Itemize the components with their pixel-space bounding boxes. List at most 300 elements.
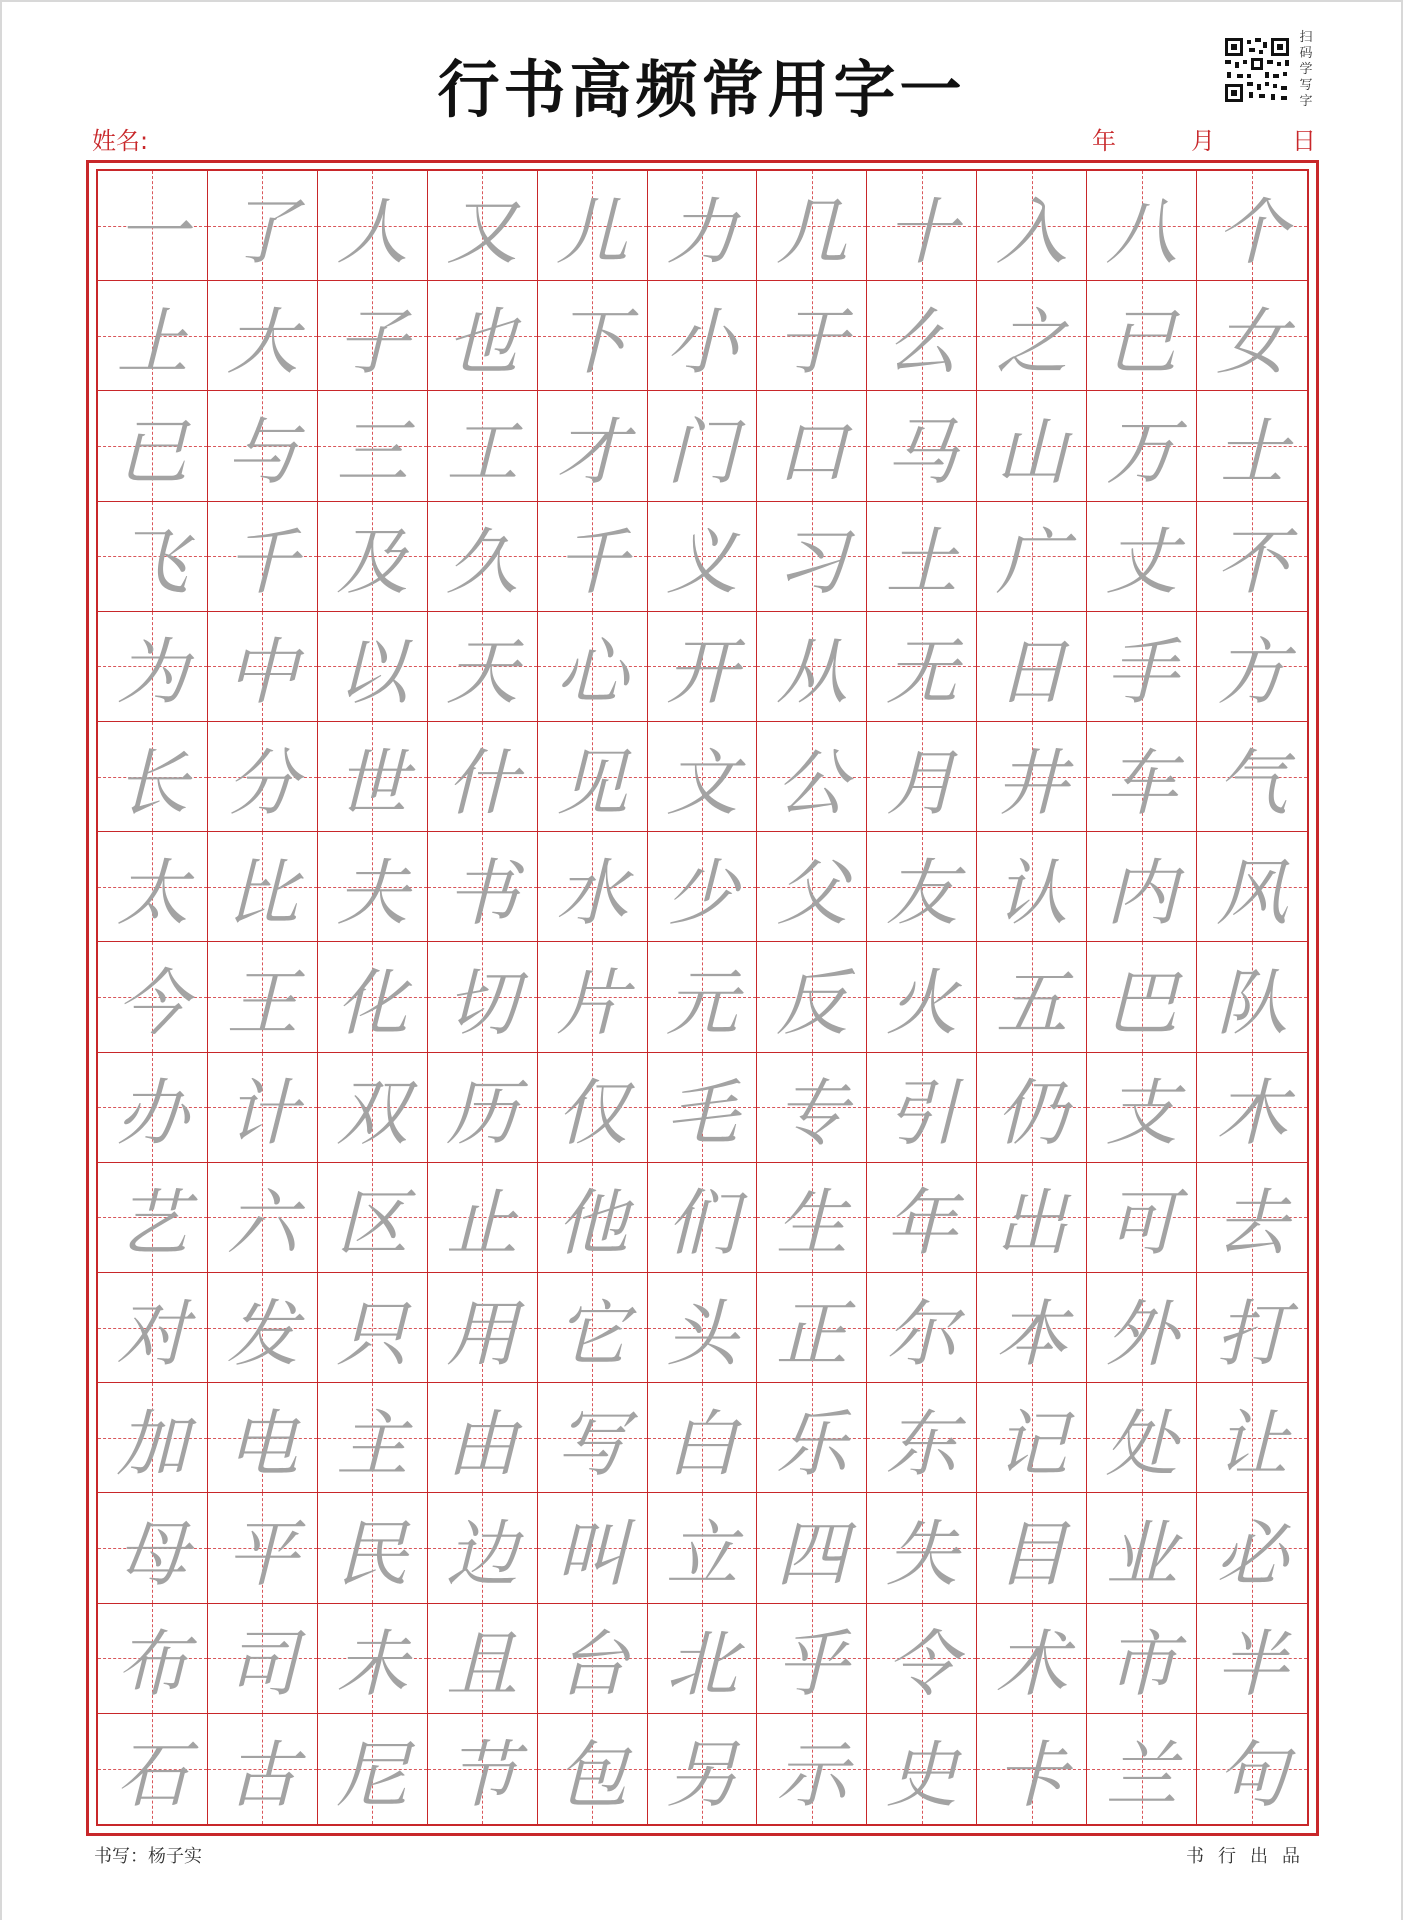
practice-cell (428, 281, 538, 391)
tracing-character: 入 (995, 189, 1068, 274)
tracing-character: 比 (226, 850, 299, 935)
practice-cell (428, 612, 538, 722)
tracing-character: 电 (226, 1401, 299, 1486)
tracing-character: 木 (1216, 1071, 1289, 1156)
tracing-character: 乎 (775, 1622, 848, 1707)
tracing-character: 叫 (556, 1511, 629, 1596)
practice-cell (98, 502, 208, 612)
practice-cell (757, 391, 867, 501)
practice-cell (318, 1604, 428, 1714)
tracing-character: 文 (665, 740, 738, 825)
tracing-character: 八 (1105, 189, 1178, 274)
tracing-character: 打 (1216, 1291, 1289, 1376)
tracing-character: 十 (885, 189, 958, 274)
tracing-character: 反 (775, 960, 848, 1045)
practice-cell (318, 1493, 428, 1603)
tracing-character: 中 (226, 630, 299, 715)
practice-cell (538, 1714, 648, 1824)
tracing-character: 化 (336, 960, 409, 1045)
practice-cell (977, 832, 1087, 942)
practice-cell (98, 1163, 208, 1273)
practice-cell (867, 1273, 977, 1383)
tracing-character: 日 (995, 630, 1068, 715)
tracing-character: 立 (665, 1511, 738, 1596)
tracing-character: 车 (1105, 740, 1178, 825)
practice-cell (98, 1493, 208, 1603)
tracing-character: 平 (226, 1511, 299, 1596)
practice-cell (1087, 832, 1197, 942)
tracing-character: 乐 (775, 1401, 848, 1486)
tracing-character: 万 (1105, 409, 1178, 494)
tracing-character: 用 (446, 1291, 519, 1376)
tracing-character: 去 (1216, 1181, 1289, 1266)
practice-cell (977, 1604, 1087, 1714)
practice-cell (867, 171, 977, 281)
tracing-character: 白 (665, 1401, 738, 1486)
practice-cell (977, 1053, 1087, 1163)
practice-cell (1087, 281, 1197, 391)
tracing-character: 边 (446, 1511, 519, 1596)
tracing-character: 为 (116, 630, 189, 715)
tracing-character: 石 (116, 1732, 189, 1817)
tracing-character: 门 (665, 409, 738, 494)
tracing-character: 术 (995, 1622, 1068, 1707)
page-title: 行书高频常用字一 (437, 53, 966, 126)
tracing-character: 了 (226, 189, 299, 274)
tracing-character: 又 (446, 189, 519, 274)
tracing-character: 飞 (116, 520, 189, 605)
tracing-character: 它 (556, 1291, 629, 1376)
practice-cell (867, 1163, 977, 1273)
practice-cell (1197, 502, 1307, 612)
practice-cell (1197, 281, 1307, 391)
practice-cell (428, 391, 538, 501)
tracing-character: 古 (226, 1732, 299, 1817)
practice-cell (98, 942, 208, 1052)
practice-cell (318, 171, 428, 281)
practice-cell (428, 1493, 538, 1603)
tracing-character: 子 (336, 299, 409, 384)
tracing-character: 六 (226, 1181, 299, 1266)
practice-cell (648, 281, 758, 391)
practice-cell (208, 942, 318, 1052)
practice-cell (98, 832, 208, 942)
practice-cell (538, 832, 648, 942)
practice-cell (1087, 1053, 1197, 1163)
practice-cell (757, 1604, 867, 1714)
tracing-character: 水 (556, 850, 629, 935)
tracing-character: 么 (885, 299, 958, 384)
tracing-character: 出 (995, 1181, 1068, 1266)
practice-cell (1197, 391, 1307, 501)
practice-cell (757, 1383, 867, 1493)
practice-cell (867, 612, 977, 722)
practice-cell (428, 1383, 538, 1493)
tracing-character: 之 (995, 299, 1068, 384)
practice-cell (538, 281, 648, 391)
practice-cell (208, 1163, 318, 1273)
practice-cell (757, 942, 867, 1052)
tracing-character: 内 (1105, 850, 1178, 935)
tracing-character: 久 (446, 520, 519, 605)
practice-cell (98, 722, 208, 832)
tracing-character: 母 (116, 1511, 189, 1596)
practice-cell (757, 281, 867, 391)
name-label: 姓名: (92, 127, 149, 155)
tracing-character: 月 (885, 740, 958, 825)
practice-cell (208, 722, 318, 832)
tracing-character: 士 (1216, 409, 1289, 494)
practice-cell (428, 942, 538, 1052)
practice-cell (757, 1714, 867, 1824)
tracing-character: 下 (556, 299, 629, 384)
practice-cell (977, 391, 1087, 501)
practice-cell (538, 391, 648, 501)
practice-cell (208, 1053, 318, 1163)
tracing-character: 引 (885, 1071, 958, 1156)
tracing-character: 正 (775, 1291, 848, 1376)
practice-cell (1087, 722, 1197, 832)
writer-credit: 书写：杨子实 (94, 1846, 202, 1867)
practice-cell (1197, 1273, 1307, 1383)
qr-caption: 扫码学写字 (1299, 30, 1313, 109)
practice-cell (538, 1273, 648, 1383)
tracing-character: 止 (446, 1181, 519, 1266)
tracing-character: 井 (995, 740, 1068, 825)
tracing-character: 令 (885, 1622, 958, 1707)
practice-cell (867, 391, 977, 501)
practice-cell (648, 942, 758, 1052)
practice-cell (1197, 1383, 1307, 1493)
tracing-character: 必 (1216, 1511, 1289, 1596)
tracing-character: 于 (775, 299, 848, 384)
tracing-character: 史 (885, 1732, 958, 1817)
tracing-character: 且 (446, 1622, 519, 1707)
tracing-character: 工 (446, 409, 519, 494)
practice-cell (867, 1714, 977, 1824)
practice-cell (208, 1493, 318, 1603)
practice-cell (648, 1273, 758, 1383)
tracing-character: 女 (1216, 299, 1289, 384)
practice-cell (428, 1714, 538, 1824)
tracing-character: 书 (446, 850, 519, 935)
practice-cell (98, 171, 208, 281)
practice-cell (538, 942, 648, 1052)
tracing-character: 无 (885, 630, 958, 715)
practice-cell (538, 1604, 648, 1714)
practice-cell (867, 1053, 977, 1163)
practice-cell (977, 502, 1087, 612)
practice-cell (1197, 722, 1307, 832)
practice-cell (977, 281, 1087, 391)
tracing-character: 与 (226, 409, 299, 494)
practice-cell (867, 1383, 977, 1493)
tracing-character: 卡 (995, 1732, 1068, 1817)
practice-cell (867, 1493, 977, 1603)
practice-cell (648, 612, 758, 722)
practice-cell (318, 722, 428, 832)
tracing-character: 不 (1216, 520, 1289, 605)
practice-cell (1087, 171, 1197, 281)
tracing-character: 东 (885, 1401, 958, 1486)
practice-cell (1197, 171, 1307, 281)
tracing-character: 加 (116, 1401, 189, 1486)
tracing-character: 历 (446, 1071, 519, 1156)
tracing-character: 民 (336, 1511, 409, 1596)
practice-cell (648, 1493, 758, 1603)
tracing-character: 风 (1216, 850, 1289, 935)
tracing-character: 目 (995, 1511, 1068, 1596)
practice-cell (1197, 612, 1307, 722)
tracing-character: 三 (336, 409, 409, 494)
tracing-character: 失 (885, 1511, 958, 1596)
practice-cell (1197, 832, 1307, 942)
practice-cell (648, 722, 758, 832)
tracing-character: 方 (1216, 630, 1289, 715)
practice-cell (208, 612, 318, 722)
practice-cell (208, 502, 318, 612)
practice-cell (648, 1714, 758, 1824)
tracing-character: 山 (995, 409, 1068, 494)
tracing-character: 双 (336, 1071, 409, 1156)
date-month-label: 月 (1191, 127, 1215, 155)
tracing-character: 支 (1105, 1071, 1178, 1156)
tracing-character: 大 (226, 299, 299, 384)
practice-cell (977, 1493, 1087, 1603)
tracing-character: 已 (116, 409, 189, 494)
date-year-label: 年 (1092, 127, 1116, 155)
practice-cell (98, 1604, 208, 1714)
practice-cell (1197, 1493, 1307, 1603)
date-day-label: 日 (1292, 127, 1316, 155)
practice-cell (757, 1493, 867, 1603)
tracing-character: 以 (336, 630, 409, 715)
tracing-character: 才 (556, 409, 629, 494)
tracing-character: 市 (1105, 1622, 1178, 1707)
practice-cell (1197, 1053, 1307, 1163)
tracing-character: 生 (775, 1181, 848, 1266)
practice-cell (428, 1273, 538, 1383)
tracing-character: 处 (1105, 1401, 1178, 1486)
practice-cell (318, 612, 428, 722)
practice-cell (208, 1383, 318, 1493)
practice-cell (1087, 1604, 1197, 1714)
tracing-character: 专 (775, 1071, 848, 1156)
practice-cell (757, 1273, 867, 1383)
tracing-character: 也 (446, 299, 519, 384)
practice-cell (867, 281, 977, 391)
tracing-character: 台 (556, 1622, 629, 1707)
practice-cell (318, 1714, 428, 1824)
practice-cell (1197, 1714, 1307, 1824)
tracing-character: 土 (885, 520, 958, 605)
tracing-character: 认 (995, 850, 1068, 935)
tracing-character: 习 (775, 520, 848, 605)
tracing-character: 发 (226, 1291, 299, 1376)
practice-cell (977, 1714, 1087, 1824)
tracing-character: 气 (1216, 740, 1289, 825)
page-border-left (0, 0, 2, 1920)
practice-cell (428, 1053, 538, 1163)
tracing-character: 办 (116, 1071, 189, 1156)
tracing-character: 尼 (336, 1732, 409, 1817)
practice-cell (428, 1163, 538, 1273)
tracing-character: 口 (775, 409, 848, 494)
tracing-character: 巴 (1105, 960, 1178, 1045)
practice-cell (648, 391, 758, 501)
tracing-character: 火 (885, 960, 958, 1045)
practice-cell (648, 1053, 758, 1163)
practice-cell (318, 942, 428, 1052)
practice-cell (648, 171, 758, 281)
practice-cell (977, 1273, 1087, 1383)
tracing-character: 太 (116, 850, 189, 935)
tracing-character: 父 (775, 850, 848, 935)
tracing-character: 示 (775, 1732, 848, 1817)
practice-cell (757, 832, 867, 942)
practice-cell (1087, 1383, 1197, 1493)
tracing-character: 什 (446, 740, 519, 825)
practice-cell (208, 1604, 318, 1714)
practice-cell (538, 1383, 648, 1493)
tracing-character: 队 (1216, 960, 1289, 1045)
practice-cell (208, 281, 318, 391)
practice-cell (98, 1383, 208, 1493)
practice-cell (1087, 502, 1197, 612)
tracing-character: 片 (556, 960, 629, 1045)
practice-cell (98, 1273, 208, 1383)
tracing-character: 让 (1216, 1401, 1289, 1486)
practice-cell (538, 1493, 648, 1603)
practice-cell (867, 502, 977, 612)
practice-cell (428, 502, 538, 612)
practice-cell (318, 1163, 428, 1273)
tracing-character: 今 (116, 960, 189, 1045)
tracing-character: 区 (336, 1181, 409, 1266)
tracing-character: 广 (995, 520, 1068, 605)
practice-cell (318, 502, 428, 612)
tracing-character: 切 (446, 960, 519, 1045)
tracing-character: 业 (1105, 1511, 1178, 1596)
tracing-character: 千 (556, 520, 629, 605)
practice-cell (98, 1714, 208, 1824)
practice-cell (1087, 1493, 1197, 1603)
tracing-character: 开 (665, 630, 738, 715)
tracing-character: 世 (336, 740, 409, 825)
tracing-character: 年 (885, 1181, 958, 1266)
tracing-character: 本 (995, 1291, 1068, 1376)
practice-cell (1087, 942, 1197, 1052)
tracing-character: 头 (665, 1291, 738, 1376)
tracing-character: 他 (556, 1181, 629, 1266)
tracing-character: 几 (775, 189, 848, 274)
practice-cell (648, 832, 758, 942)
practice-cell (648, 1604, 758, 1714)
practice-cell (977, 1383, 1087, 1493)
tracing-character: 马 (885, 409, 958, 494)
practice-cell (538, 1053, 648, 1163)
tracing-character: 节 (446, 1732, 519, 1817)
tracing-character: 未 (336, 1622, 409, 1707)
tracing-character: 公 (775, 740, 848, 825)
practice-cell (538, 171, 648, 281)
practice-cell (1197, 1163, 1307, 1273)
tracing-character: 从 (775, 630, 848, 715)
practice-cell (318, 1383, 428, 1493)
tracing-character: 句 (1216, 1732, 1289, 1817)
practice-cell (757, 722, 867, 832)
tracing-character: 可 (1105, 1181, 1178, 1266)
tracing-character: 布 (116, 1622, 189, 1707)
practice-cell (648, 1163, 758, 1273)
tracing-character: 人 (336, 189, 409, 274)
tracing-character: 夫 (336, 850, 409, 935)
practice-cell (208, 1714, 318, 1824)
practice-cell (757, 171, 867, 281)
practice-cell (318, 832, 428, 942)
practice-cell (867, 942, 977, 1052)
practice-cell (1087, 391, 1197, 501)
tracing-character: 毛 (665, 1071, 738, 1156)
practice-cell (428, 832, 538, 942)
page-border-top (0, 0, 1403, 2)
tracing-character: 见 (556, 740, 629, 825)
practice-cell (757, 502, 867, 612)
practice-grid (96, 169, 1309, 1826)
practice-cell (757, 1163, 867, 1273)
practice-cell (98, 1053, 208, 1163)
tracing-character: 及 (336, 520, 409, 605)
practice-cell (648, 1383, 758, 1493)
practice-cell (867, 1604, 977, 1714)
practice-cell (538, 612, 648, 722)
practice-cell (1197, 942, 1307, 1052)
tracing-character: 分 (226, 740, 299, 825)
tracing-character: 千 (226, 520, 299, 605)
practice-cell (428, 722, 538, 832)
practice-cell (98, 391, 208, 501)
tracing-character: 们 (665, 1181, 738, 1266)
practice-cell (977, 942, 1087, 1052)
publisher-credit: 书行出品 (1186, 1846, 1314, 1867)
practice-cell (1087, 612, 1197, 722)
qr-code-icon (1223, 36, 1291, 104)
tracing-character: 手 (1105, 630, 1178, 715)
tracing-character: 主 (336, 1401, 409, 1486)
tracing-character: 王 (226, 960, 299, 1045)
tracing-character: 另 (665, 1732, 738, 1817)
tracing-character: 天 (446, 630, 519, 715)
tracing-character: 一 (116, 189, 189, 274)
tracing-character: 记 (995, 1401, 1068, 1486)
tracing-character: 兰 (1105, 1732, 1178, 1817)
practice-cell (1087, 1714, 1197, 1824)
tracing-character: 尔 (885, 1291, 958, 1376)
practice-cell (757, 612, 867, 722)
tracing-character: 力 (665, 189, 738, 274)
tracing-character: 半 (1216, 1622, 1289, 1707)
tracing-character: 包 (556, 1732, 629, 1817)
tracing-character: 元 (665, 960, 738, 1045)
tracing-character: 小 (665, 299, 738, 384)
practice-cell (318, 391, 428, 501)
practice-cell (538, 1163, 648, 1273)
tracing-character: 外 (1105, 1291, 1178, 1376)
tracing-character: 写 (556, 1401, 629, 1486)
practice-cell (538, 502, 648, 612)
practice-cell (867, 722, 977, 832)
practice-cell (977, 1163, 1087, 1273)
